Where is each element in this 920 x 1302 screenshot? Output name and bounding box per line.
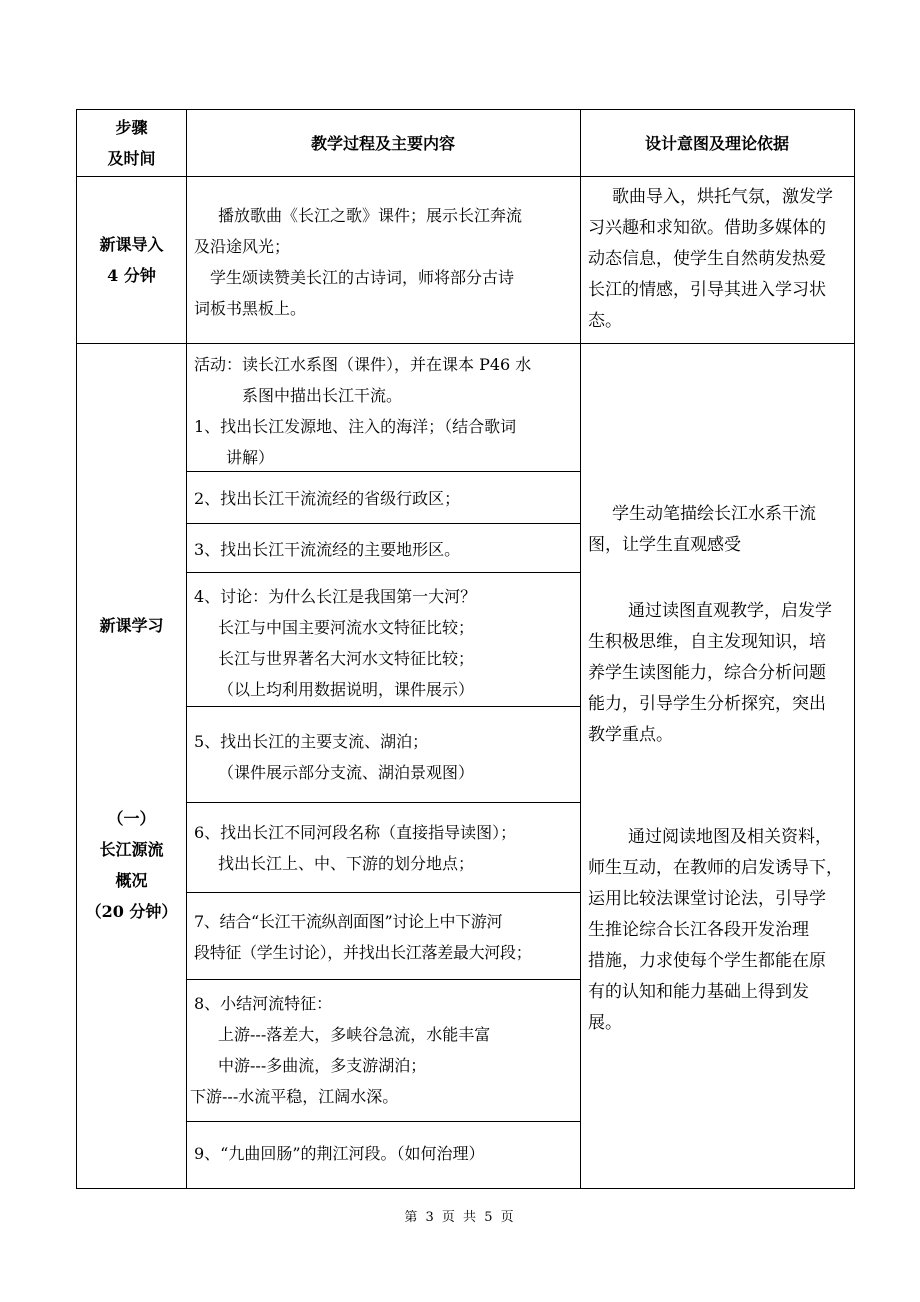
- intro-content-line: 播放歌曲《长江之歌》课件；展示长江奔流: [218, 206, 523, 225]
- study-item-line: 中游---多曲流，多支游湖泊；: [218, 1056, 427, 1075]
- study-item-line: （以上均利用数据说明，课件展示）: [218, 680, 475, 699]
- study-intent-line: 展。: [588, 1013, 622, 1033]
- study-section-number: （一）: [107, 809, 156, 828]
- study-item-line: 3、找出长江干流流经的主要地形区。: [194, 540, 461, 559]
- study-item-line: 段特征（学生讨论），并找出长江落差最大河段；: [194, 943, 532, 962]
- header-step-time: [77, 110, 186, 176]
- item-divider: [186, 892, 580, 893]
- intro-intent-line: 歌曲导入，烘托气氛，激发学: [612, 187, 833, 207]
- header-process: [186, 110, 580, 176]
- intro-step-cell: [77, 176, 186, 343]
- study-item-line: 上游---落差大，多峡谷急流，水能丰富: [218, 1025, 491, 1044]
- study-item-line: 6、找出长江不同河段名称（直接指导读图）；: [194, 823, 517, 842]
- study-intent-line: 通过读图直观教学，启发学: [628, 601, 832, 621]
- intro-intent-line: 习兴趣和求知欲。借助多媒体的: [588, 218, 826, 238]
- study-item-line: 8、小结河流特征：: [194, 994, 333, 1013]
- row-divider-intro: [77, 343, 854, 344]
- study-section-cell: [77, 800, 186, 930]
- item-divider: [186, 1121, 580, 1122]
- intro-content-line: 词板书黑板上。: [194, 299, 307, 318]
- item-divider: [186, 802, 580, 803]
- study-item-line: 2、找出长江干流流经的省级行政区；: [194, 489, 461, 508]
- study-item-4: [186, 577, 580, 705]
- study-intent-block-3: [580, 818, 854, 1039]
- study-item-8: [186, 984, 580, 1112]
- study-intent-line: 生积极思维，自主发现知识，培: [588, 632, 826, 652]
- study-item-line: （课件展示部分支流、湖泊景观图）: [218, 763, 475, 782]
- intro-intent-line: 长江的情感，引导其进入学习状: [588, 280, 826, 300]
- study-intent-line: 运用比较法课堂讨论法，引导学: [588, 889, 826, 909]
- study-item-line: 5、找出长江的主要支流、湖泊；: [194, 732, 429, 751]
- study-item-9: [186, 1134, 580, 1169]
- lesson-plan-table: [76, 109, 855, 1189]
- item-divider: [186, 706, 580, 707]
- study-item-2: [186, 483, 580, 514]
- study-item-line: 7、结合“长江干流纵剖面图”讨论上中下游河: [194, 912, 503, 931]
- study-intent-line: 通过阅读地图及相关资料，: [628, 827, 832, 847]
- intro-content-cell: [186, 176, 580, 324]
- study-intent-line: 图，让学生直观感受: [588, 535, 741, 555]
- study-step-title: 新课学习: [99, 615, 164, 635]
- study-item-6: [186, 813, 580, 879]
- header-process-label: 教学过程及主要内容: [310, 133, 455, 153]
- intro-intent-cell: [580, 176, 854, 337]
- intro-content-line: 及沿途风光；: [194, 237, 291, 256]
- item-divider: [186, 572, 580, 573]
- item-divider: [186, 523, 580, 524]
- study-item-line: 长江与世界著名大河水文特征比较；: [218, 649, 475, 668]
- study-intent-line: 能力，引导学生分析探究，突出: [588, 694, 826, 714]
- header-intent: [580, 110, 854, 176]
- study-item-line: 1、找出长江发源地、注入的海洋；（结合歌词: [194, 417, 517, 436]
- study-intent-block-2: [580, 592, 854, 751]
- intro-step-duration: 4 分钟: [107, 265, 156, 285]
- page-footer: 第 3 页 共 5 页: [404, 1210, 516, 1225]
- study-intent-line: 养学生读图能力，综合分析问题: [588, 663, 826, 683]
- study-item-line: 下游---水流平稳，江阔水深。: [190, 1087, 399, 1106]
- study-item-line: 9、“九曲回肠”的荆江河段。（如何治理）: [194, 1144, 485, 1163]
- study-item-line: 讲解）: [226, 448, 275, 467]
- study-intent-line: 措施，力求使每个学生都能在原: [588, 951, 826, 971]
- study-intent-line: 生推论综合长江各段开发治理: [588, 920, 809, 940]
- study-item-line: 找出长江上、中、下游的划分地点；: [218, 854, 475, 873]
- intro-content-line: 学生颂读赞美长江的古诗词，师将部分古诗: [210, 268, 515, 287]
- study-section-duration: （20 分钟）: [85, 902, 178, 921]
- item-divider: [186, 979, 580, 980]
- study-item-1: [186, 345, 580, 473]
- study-item-line: 活动：读长江水系图（课件），并在课本 P46 水: [194, 355, 532, 374]
- study-item-line: 4、讨论：为什么长江是我国第一大河？: [194, 587, 477, 606]
- intro-intent-line: 态。: [588, 311, 622, 331]
- study-intent-line: 学生动笔描绘长江水系干流: [612, 504, 816, 524]
- intro-step-title: 新课导入: [99, 234, 164, 254]
- intro-intent-line: 动态信息，使学生自然萌发热爱: [588, 249, 826, 269]
- study-step-title-cell: [77, 605, 186, 645]
- study-item-line: 系图中描出长江干流。: [242, 386, 403, 405]
- study-intent-line: 师生互动，在教师的启发诱导下，: [588, 858, 843, 878]
- header-time-label: 及时间: [107, 149, 156, 168]
- study-section-name-2: 概况: [115, 871, 148, 890]
- study-intent-line: 教学重点。: [588, 725, 673, 745]
- study-intent-block-1: [580, 495, 854, 561]
- study-intent-line: 有的认知和能力基础上得到发: [588, 982, 809, 1002]
- header-intent-label: 设计意图及理论依据: [644, 133, 789, 153]
- study-section-name: 长江源流: [99, 840, 164, 859]
- header-step-label: 步骤: [115, 118, 148, 137]
- study-item-5: [186, 722, 580, 788]
- study-item-line: 长江与中国主要河流水文特征比较；: [218, 618, 475, 637]
- study-item-7: [186, 902, 580, 968]
- study-item-3: [186, 534, 580, 565]
